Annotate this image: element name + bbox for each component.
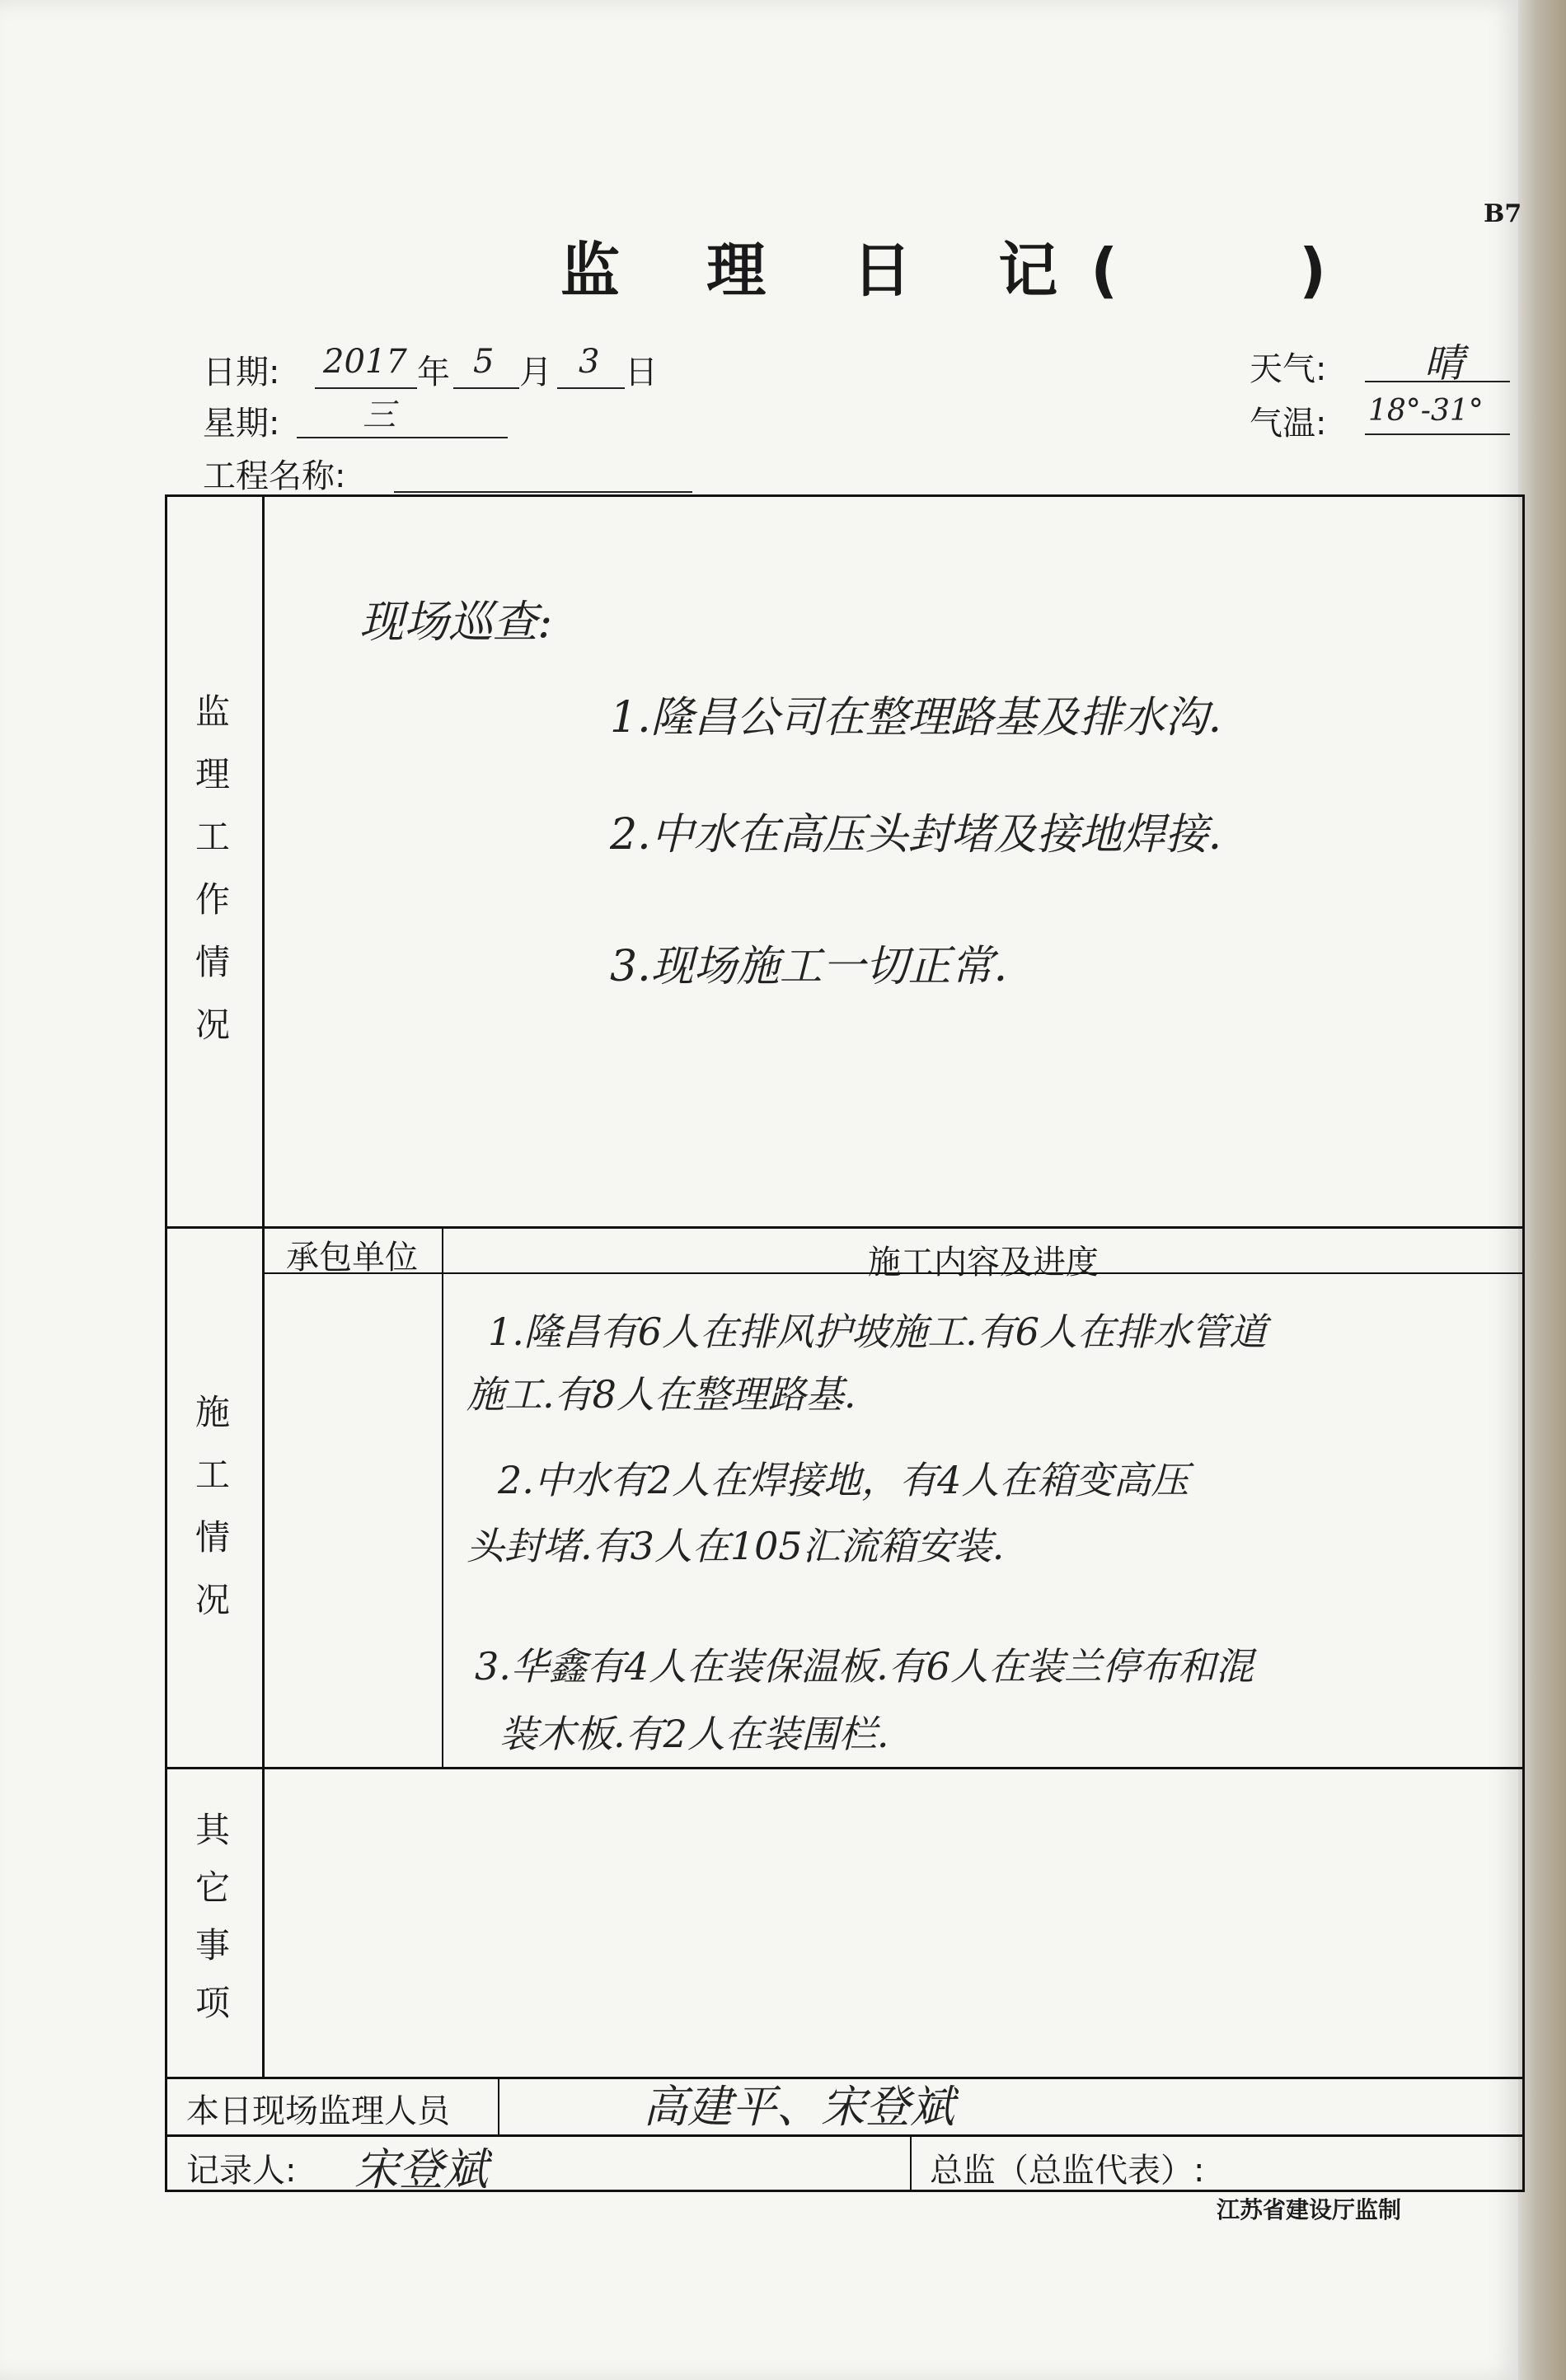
weather-underline <box>1365 381 1510 382</box>
weekday-value: 三 <box>363 396 396 434</box>
year-value: 2017 <box>323 343 407 381</box>
construction-section-label: 施 工 情 况 <box>195 1392 230 1620</box>
construction-line-2: 施工.有8人在整理路基. <box>467 1372 856 1417</box>
page-title <box>560 223 1326 308</box>
month-value: 5 <box>473 343 495 381</box>
weather-value: 晴 <box>1424 340 1465 387</box>
staff-label: 本日现场监理人员 <box>186 2092 450 2130</box>
staff-value: 高建平、宋登斌 <box>643 2081 954 2133</box>
other-section-label: 其 它 事 项 <box>195 1810 230 2023</box>
recorder-label: 记录人: <box>186 2152 297 2190</box>
day-unit: 日 <box>625 354 658 391</box>
weekday-underline <box>297 437 508 438</box>
title-paren-open: ( <box>1090 236 1118 305</box>
staff-label-divider <box>498 2077 499 2134</box>
day-underline <box>557 387 625 389</box>
supervision-heading: 现场巡查: <box>359 596 553 648</box>
temperature-label: 气温: <box>1250 405 1327 443</box>
date-label: 日期: <box>203 354 280 391</box>
month-unit: 月 <box>519 354 552 391</box>
title-main: 监 理 日 记 <box>560 236 1091 305</box>
month-underline <box>453 387 519 389</box>
project-underline <box>394 491 692 493</box>
book-edge <box>1518 0 1566 2380</box>
construction-line-5: 3.华鑫有4人在装保温板.有6人在装兰停布和混 <box>475 1644 1254 1689</box>
project-label: 工程名称: <box>203 457 346 495</box>
issuer-footer: 江苏省建设厅监制 <box>1217 2196 1402 2223</box>
construction-line-1: 1.隆昌有6人在排风护坡施工.有6人在排水管道 <box>488 1309 1268 1354</box>
supervision-section-label: 监 理 工 作 情 况 <box>195 691 230 1045</box>
recorder-value: 宋登斌 <box>354 2143 488 2195</box>
form-code: B7 <box>1484 199 1522 228</box>
supervision-divider <box>165 1226 1525 1229</box>
weekday-label: 星期: <box>203 405 280 443</box>
label-column-divider <box>262 494 265 2077</box>
temperature-value: 18°-31° <box>1368 394 1484 428</box>
content-column-header: 施工内容及进度 <box>868 1244 1099 1281</box>
supervision-item-3: 3.现场施工一切正常. <box>610 942 1008 991</box>
construction-line-3: 2.中水有2人在焊接地，有4人在箱变高压 <box>498 1458 1189 1502</box>
contractor-column-divider <box>442 1226 443 1767</box>
contractor-column-header: 承包单位 <box>286 1239 418 1277</box>
title-paren-close: ) <box>1299 236 1327 305</box>
construction-line-4: 头封堵.有3人在105汇流箱安装. <box>467 1524 1005 1568</box>
chief-label: 总监（总监代表）: <box>930 2152 1205 2190</box>
supervision-item-1: 1.隆昌公司在整理路基及排水沟. <box>610 693 1222 743</box>
supervision-item-2: 2.中水在高压头封堵及接地焊接. <box>610 810 1222 860</box>
weather-label: 天气: <box>1250 350 1327 388</box>
day-value: 3 <box>579 343 600 381</box>
construction-divider <box>165 1767 1525 1769</box>
year-unit: 年 <box>417 354 450 391</box>
chief-divider <box>910 2134 912 2192</box>
temperature-underline <box>1365 433 1510 435</box>
construction-line-6: 装木板.有2人在装围栏. <box>499 1712 889 1756</box>
